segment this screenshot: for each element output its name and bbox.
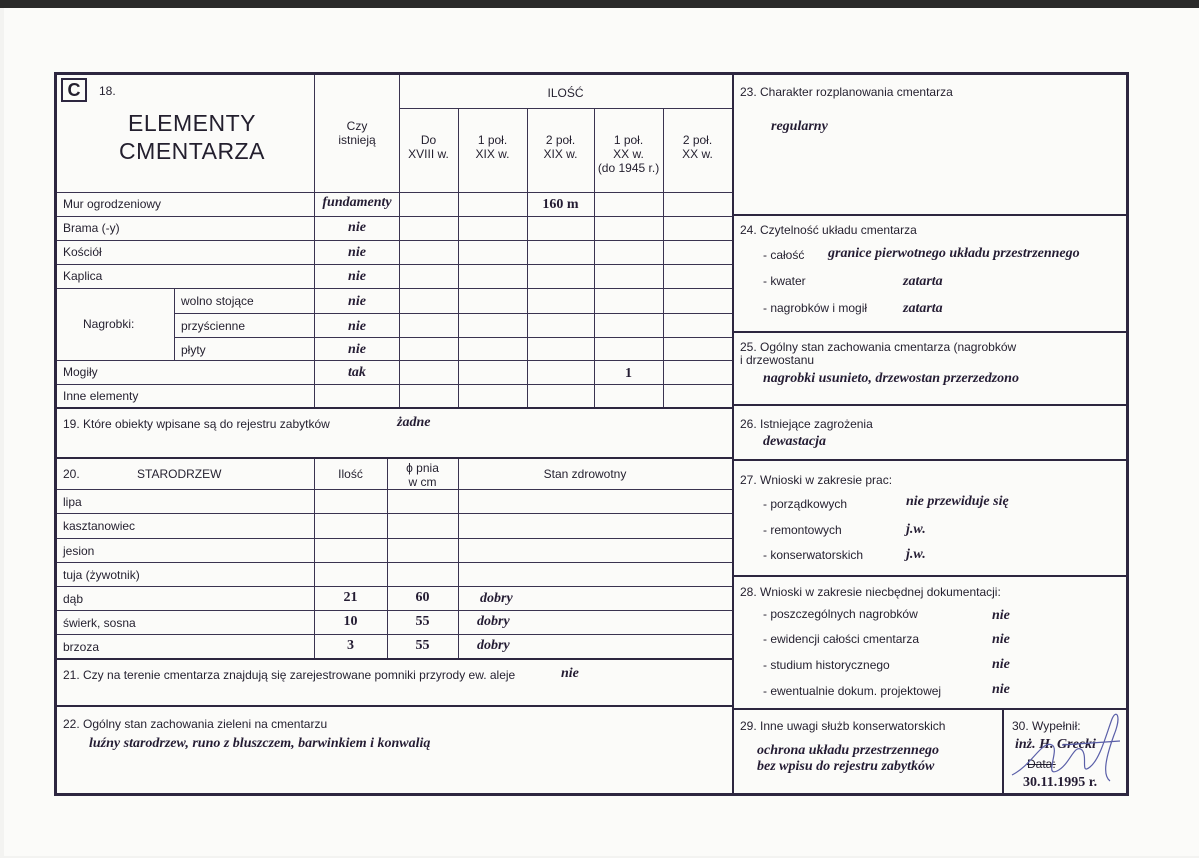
works-item-label: - konserwatorskich: [763, 548, 864, 562]
element-row-label: wolno stojące: [181, 294, 254, 308]
element-exists-value: nie: [348, 269, 366, 284]
exists-column-header: Czy istnieją: [338, 119, 376, 147]
element-exists-value: nie: [348, 220, 366, 235]
element-row-label: Kościół: [63, 245, 102, 259]
documentation-item-label: - ewidencji całości cmentarza: [763, 632, 920, 646]
section-23-value: regularny: [771, 119, 828, 134]
element-exists-value: nie: [348, 245, 366, 260]
element-row-label: płyty: [181, 343, 206, 357]
element-count-value: 1: [625, 366, 632, 381]
readability-item-label: - nagrobków i mogił: [763, 301, 868, 315]
period-header: 1 poł. XIX w.: [475, 133, 510, 161]
works-item-value: j.w.: [906, 547, 926, 562]
element-exists-value: nie: [348, 319, 366, 334]
readability-item-value: zatarta: [903, 274, 943, 289]
readability-item-value: granice pierwotnego układu przestrzennego: [828, 246, 1080, 261]
section-22-label: 22. Ogólny stan zachowania zieleni na cmentarzu: [63, 717, 328, 731]
element-count-value: 160 m: [542, 197, 579, 212]
section-18-title-line1: ELEMENTY: [128, 110, 256, 136]
element-exists-value: nie: [348, 342, 366, 357]
documentation-item-label: - poszczególnych nagrobków: [763, 607, 918, 621]
tree-diameter-value: 60: [415, 590, 430, 605]
section-19-value: żadne: [397, 415, 431, 430]
tree-row-name: kasztanowiec: [63, 519, 136, 533]
documentation-item-label: - ewentualnie dokum. projektowej: [763, 684, 942, 698]
tree-qty-value: 10: [343, 614, 358, 629]
section-30-label: 30. Wypełnił:: [1012, 719, 1081, 733]
section-24-label: 24. Czytelność układu cmentarza: [740, 223, 917, 237]
documentation-item-label: - studium historycznego: [763, 658, 890, 672]
tree-health-value: dobry: [480, 591, 513, 606]
section-20-number: 20.: [63, 467, 80, 481]
filled-by-name: inż. H. Grecki: [1015, 737, 1096, 752]
documentation-item-value: nie: [992, 608, 1010, 623]
documentation-item-value: nie: [992, 657, 1010, 672]
section-23-label: 23. Charakter rozplanowania cmentarza: [740, 85, 953, 99]
section-21-label: 21. Czy na terenie cmentarza znajdują się zarejestrowane pomniki przyrody ew. aleje: [63, 668, 516, 682]
element-row-label: Mogiły: [63, 365, 98, 379]
element-row-label: Mur ogrodzeniowy: [63, 197, 162, 211]
readability-item-label: - kwater: [763, 274, 806, 288]
section-25-label-line1: 25. Ogólny stan zachowania cmentarza (nagrobków: [740, 340, 1017, 354]
section-28-label: 28. Wnioski w zakresie niecbędnej dokumentacji:: [740, 585, 1001, 599]
element-exists-value: tak: [348, 365, 366, 380]
documentation-item-value: nie: [992, 682, 1010, 697]
tree-health-value: dobry: [477, 614, 510, 629]
filled-date: 30.11.1995 r.: [1023, 775, 1098, 790]
works-item-value: j.w.: [906, 522, 926, 537]
period-header: 1 poł. XX w. (do 1945 r.): [597, 133, 660, 175]
section-21-value: nie: [561, 666, 579, 681]
tree-row-name: jesion: [63, 544, 95, 558]
tree-diameter-value: 55: [415, 638, 430, 653]
signature: [1002, 705, 1132, 796]
element-row-label: Inne elementy: [63, 389, 139, 403]
tree-diameter-value: 55: [415, 614, 430, 629]
section-26-label: 26. Istniejące zagrożenia: [740, 417, 873, 431]
section-26-value: dewastacja: [763, 434, 826, 449]
period-header: Do XVIII w.: [408, 133, 449, 161]
section-25-label-line2: i drzewostanu: [740, 353, 815, 367]
section-22-value: luźny starodrzew, runo z bluszczem, barwinkiem i konwalią: [89, 736, 431, 751]
works-item-label: - porządkowych: [763, 497, 848, 511]
element-exists-value: nie: [348, 294, 366, 309]
graves-group-label: Nagrobki:: [83, 317, 135, 331]
section-29-value-line2: bez wpisu do rejestru zabytków: [757, 759, 935, 774]
works-item-value: nie przewiduje się: [906, 494, 1009, 509]
section-29-label: 29. Inne uwagi służb konserwatorskich: [740, 719, 946, 733]
works-item-label: - remontowych: [763, 523, 842, 537]
tree-qty-value: 21: [343, 590, 358, 605]
tree-health-value: dobry: [477, 638, 510, 653]
tree-row-name: tuja (żywotnik): [63, 568, 140, 582]
element-exists-value: fundamenty: [322, 195, 392, 210]
readability-item-label: - całość: [763, 248, 805, 262]
section-18-number: 18.: [99, 84, 116, 98]
tree-qty-value: 3: [347, 638, 354, 653]
element-row-label: Brama (-y): [63, 221, 120, 235]
cemetery-card-c: [54, 72, 1129, 796]
period-header: 2 poł. XIX w.: [543, 133, 578, 161]
scan-top-edge: [0, 0, 1199, 8]
readability-item-value: zatarta: [903, 301, 943, 316]
element-row-label: Kaplica: [63, 269, 103, 283]
period-header: 2 poł. XX w.: [682, 133, 713, 161]
tree-qty-header: Ilość: [338, 467, 363, 481]
tree-row-name: brzoza: [63, 640, 100, 654]
count-column-header: ILOŚĆ: [547, 86, 584, 100]
section-20-title: STARODRZEW: [137, 467, 222, 481]
card-letter-box: C: [61, 78, 87, 102]
date-label: Data:: [1027, 757, 1056, 771]
tree-row-name: lipa: [63, 495, 82, 509]
tree-row-name: dąb: [63, 592, 84, 606]
section-25-value: nagrobki usunieto, drzewostan przerzedzono: [763, 371, 1019, 386]
section-29-value-line1: ochrona układu przestrzennego: [757, 743, 940, 758]
section-19-label: 19. Które obiekty wpisane są do rejestru zabytków: [63, 417, 330, 431]
tree-diameter-header: ϕ pnia w cm: [406, 461, 439, 489]
section-18-title-line2: CMENTARZA: [119, 138, 265, 164]
tree-health-header: Stan zdrowotny: [543, 467, 627, 481]
section-27-label: 27. Wnioski w zakresie prac:: [740, 473, 893, 487]
documentation-item-value: nie: [992, 632, 1010, 647]
element-row-label: przyścienne: [181, 319, 246, 333]
tree-row-name: świerk, sosna: [63, 616, 136, 630]
